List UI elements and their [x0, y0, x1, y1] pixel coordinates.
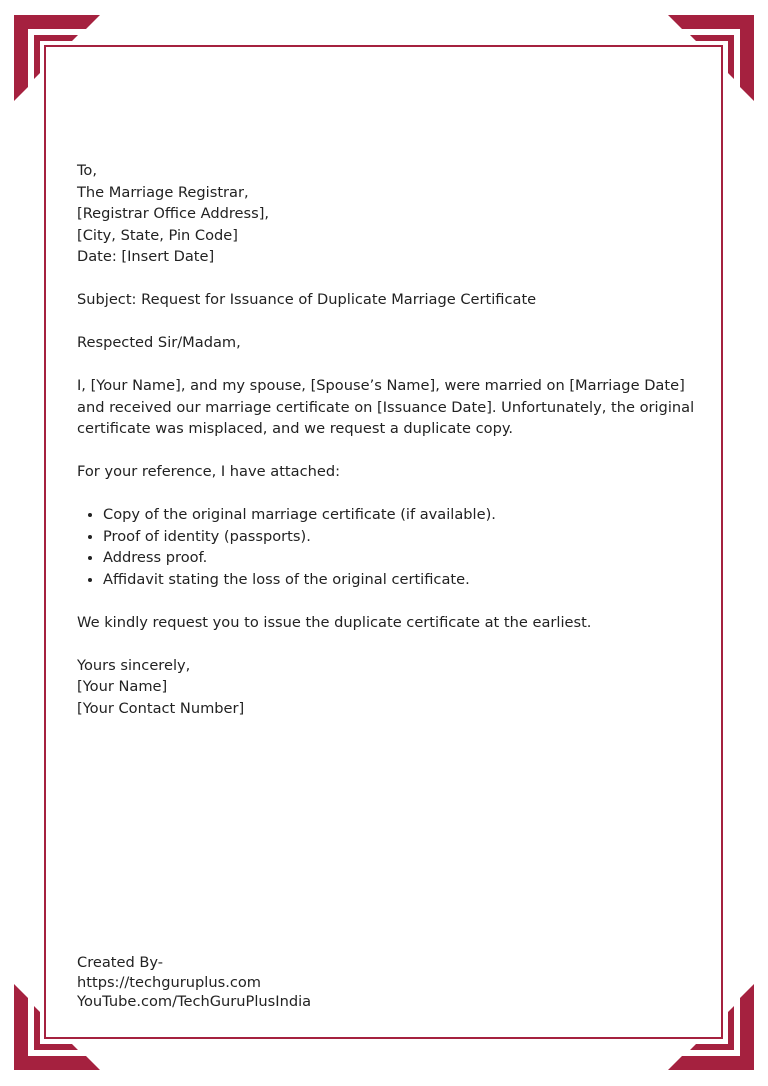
list-item: • Copy of the original marriage certificate (if available).	[103, 504, 697, 526]
attachments-intro: For your reference, I have attached:	[77, 463, 341, 480]
list-item: • Address proof.	[103, 547, 697, 569]
corner-ornament-bottom-right	[668, 984, 754, 1070]
credits-footer	[77, 953, 311, 1012]
letter-body	[77, 160, 697, 719]
body-paragraph: I, [Your Name], and my spouse, [Spouse’s Name], were married on [Marriage Date] and received our marriage certificate on [Issuance Date]. Unfortunately, the original certificate was misplaced, and we request a duplicate copy.	[77, 377, 695, 437]
address-city: [City, State, Pin Code]	[77, 226, 238, 244]
list-item: • Proof of identity (passports).	[103, 526, 697, 548]
address-office: [Registrar Office Address],	[77, 205, 270, 222]
request-line: We kindly request you to issue the duplicate certificate at the earliest.	[77, 613, 592, 631]
salutation: Respected Sir/Madam,	[77, 334, 241, 351]
closing-name: [Your Name]	[77, 678, 168, 695]
corner-ornament-top-right	[668, 15, 754, 101]
footer-website-link[interactable]: https://techguruplus.com	[77, 973, 262, 991]
letter-date: Date: [Insert Date]	[77, 248, 215, 265]
footer-created-by: Created By-	[77, 954, 164, 971]
list-item: • Affidavit stating the loss of the original certificate.	[103, 569, 697, 591]
letter-subject: Subject: Request for Issuance of Duplicate Marriage Certificate	[77, 291, 537, 308]
address-recipient: The Marriage Registrar,	[77, 183, 249, 201]
closing-signoff: Yours sincerely,	[77, 656, 191, 674]
address-to: To,	[77, 162, 98, 179]
footer-youtube-link[interactable]: YouTube.com/TechGuruPlusIndia	[77, 993, 312, 1010]
attachments-list	[77, 504, 697, 590]
closing-contact: [Your Contact Number]	[77, 699, 245, 717]
corner-ornament-top-left	[14, 15, 100, 101]
